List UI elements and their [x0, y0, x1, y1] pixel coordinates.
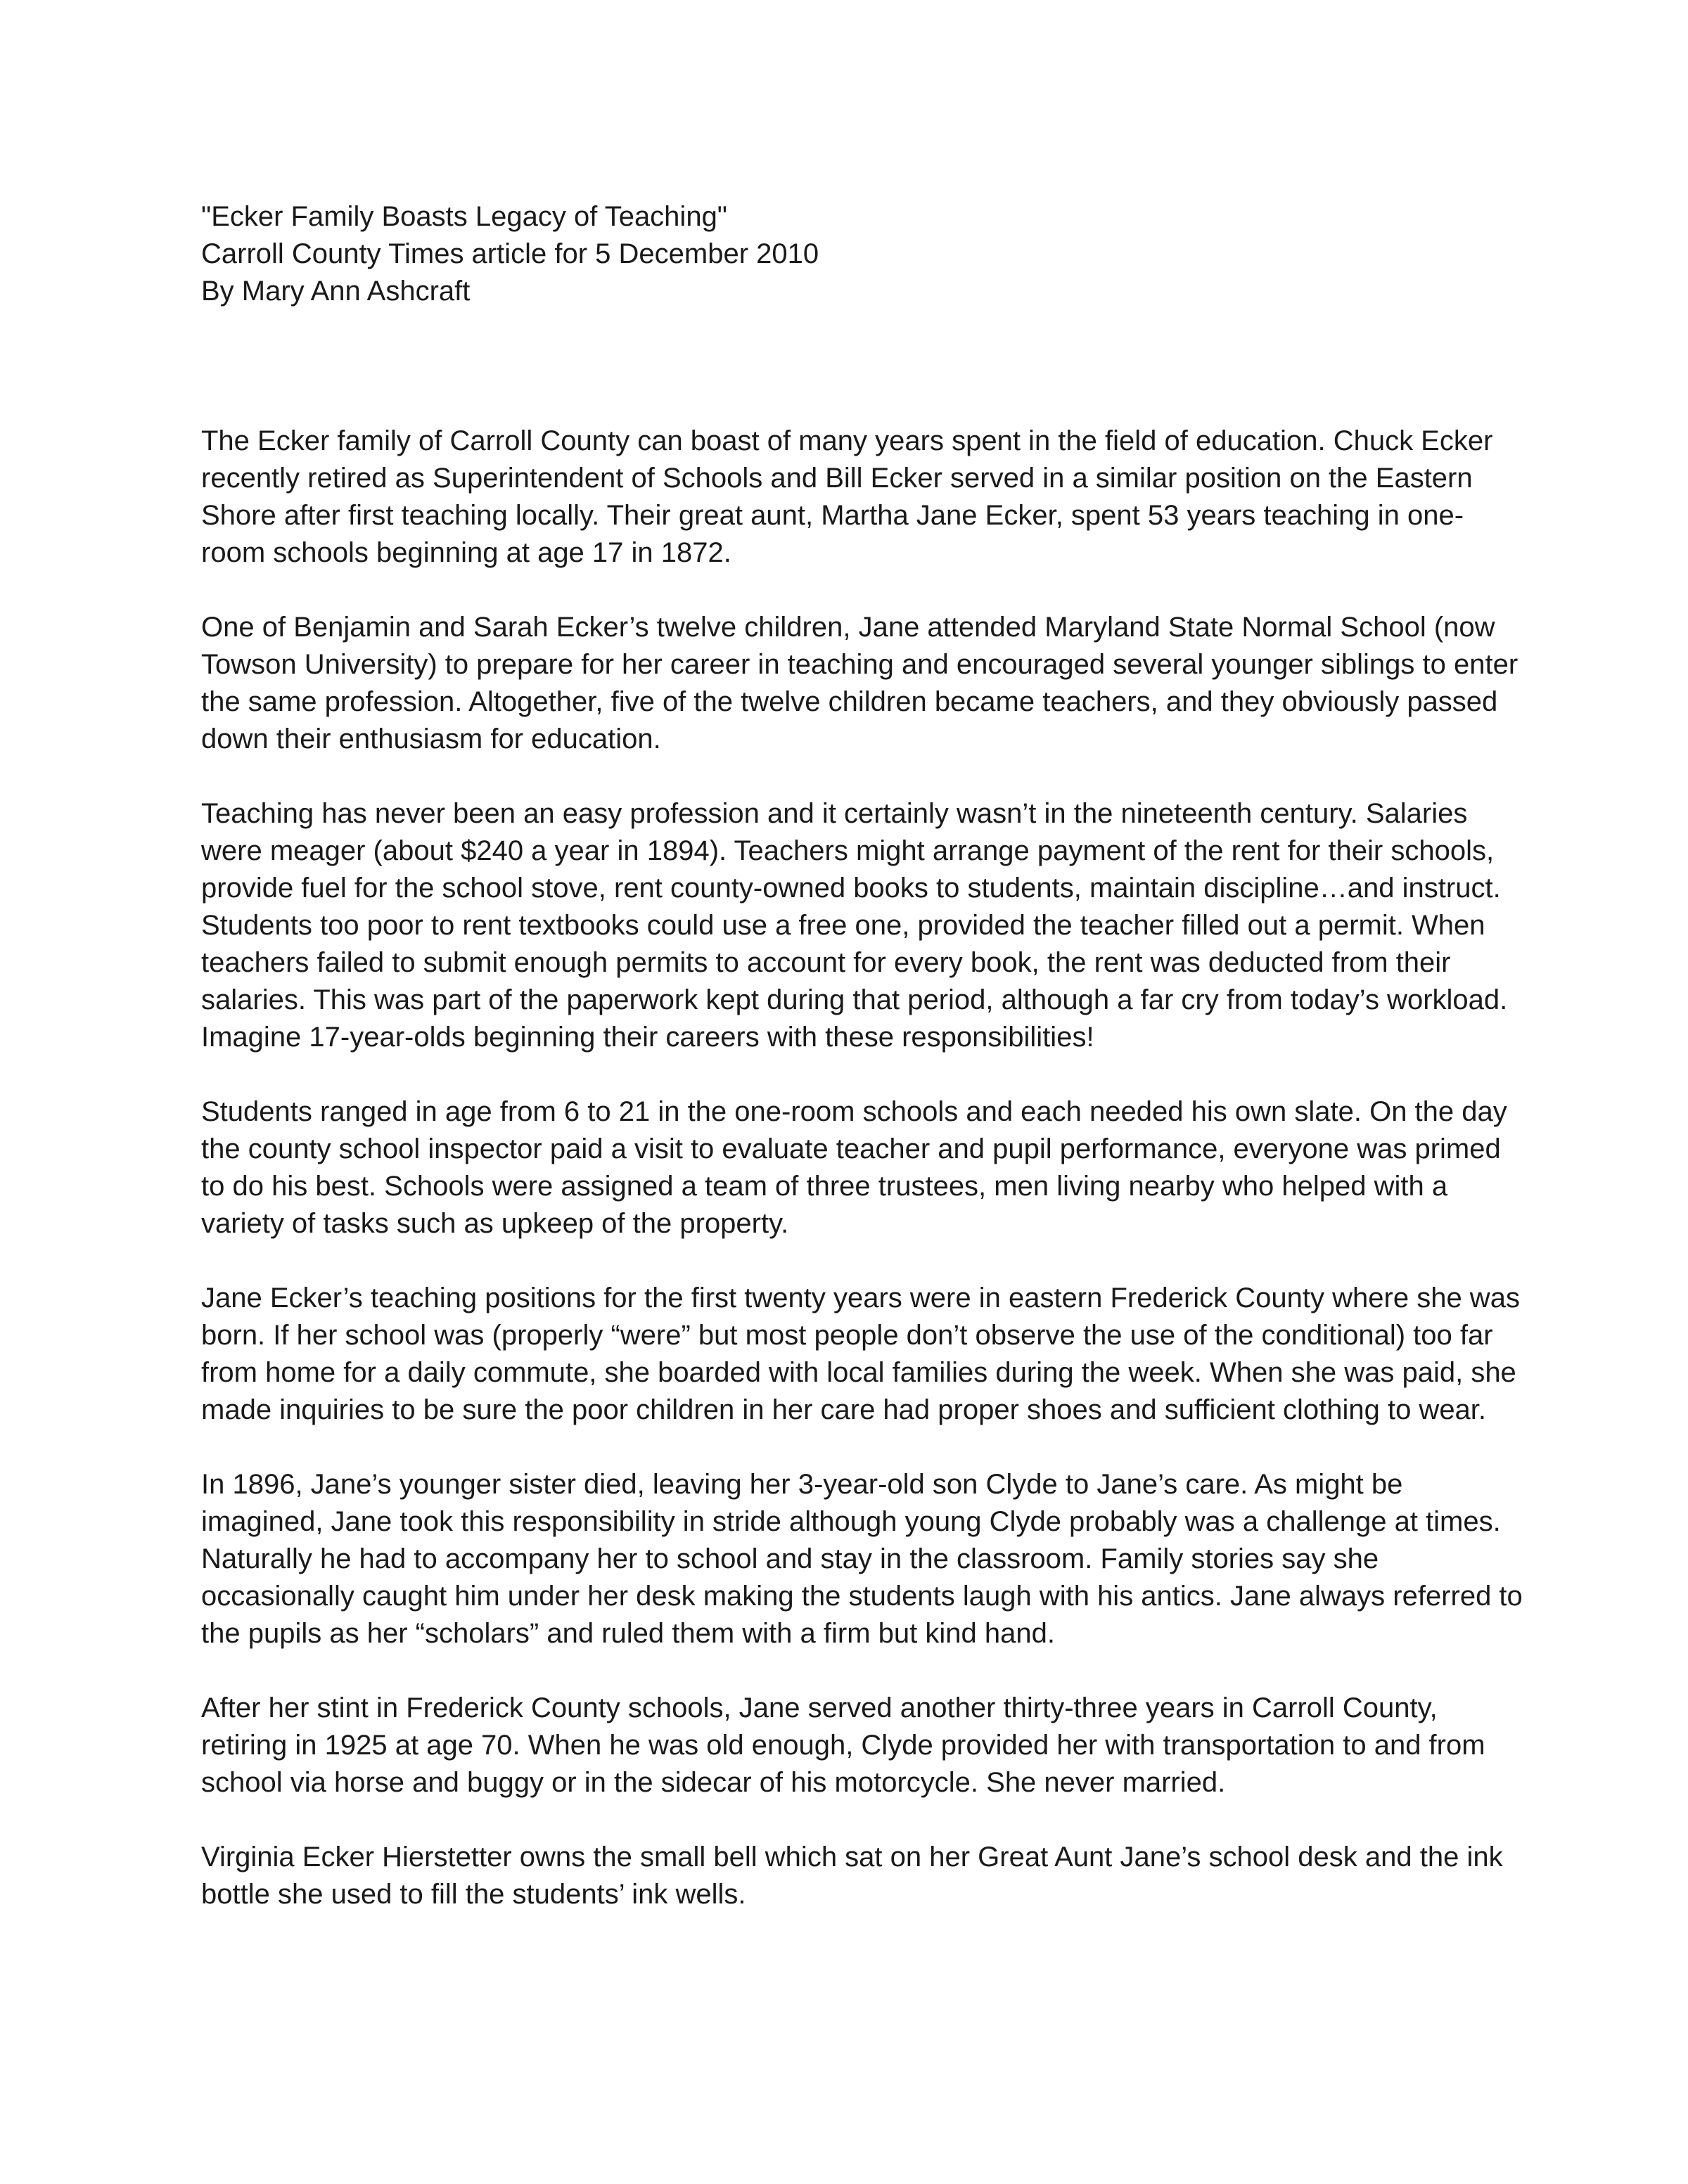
- article-body: [201, 198, 1523, 1913]
- paragraph: Students ranged in age from 6 to 21 in the one-room schools and each needed his own slate. On the day the county school inspector paid a visit to evaluate teacher and pupil performance, everyone was primed to do his best. Schools were assigned a team of three trustees, men living nearby who helped with a variety of tasks such as upkeep of the property.: [201, 1096, 1507, 1239]
- paragraph: In 1896, Jane’s younger sister died, leaving her 3-year-old son Clyde to Jane’s care. As might be imagined, Jane took this responsibility in stride although young Clyde probably was a challenge at times. Naturally he had to accompany her to school and stay in the classroom. Family stories say she occasionally caught him under her desk making the students laugh with his antics. Jane always referred to the pupils as her “scholars” and ruled them with a firm but kind hand.: [201, 1469, 1523, 1649]
- paragraph: After her stint in Frederick County schools, Jane served another thirty-three years in Carroll County, retiring in 1925 at age 70. When he was old enough, Clyde provided her with transportation to and from school via horse and buggy or in the sidecar of his motorcycle. She never married.: [201, 1692, 1485, 1798]
- paragraph: Teaching has never been an easy profession and it certainly wasn’t in the nineteenth century. Salaries were meager (about $240 a year in 1894). Teachers might arrange payment of the rent for their schools, provide fuel for the school stove, rent county-owned books to students, maintain discipline…and instruct. Students too poor to rent textbooks could use a free one, provided the teacher filled out a permit. When teachers failed to submit enough permits to account for every book, the rent was deducted from their salaries. This was part of the paperwork kept during that period, although a far cry from today’s workload. Imagine 17-year-olds beginning their careers with these responsibilities!: [201, 798, 1508, 1053]
- article-title: "Ecker Family Boasts Legacy of Teaching": [201, 201, 728, 232]
- article-byline: By Mary Ann Ashcraft: [201, 276, 471, 307]
- paragraph: One of Benjamin and Sarah Ecker’s twelve children, Jane attended Maryland State Normal School (now Towson University) to prepare for her career in teaching and encouraged several younger siblings to enter the same profession. Altogether, five of the twelve children became teachers, and they obviously passed down their enthusiasm for education.: [201, 612, 1518, 754]
- article-publication: Carroll County Times article for 5 December 2010: [201, 238, 819, 269]
- paragraph: Jane Ecker’s teaching positions for the first twenty years were in eastern Frederick County where she was born. If her school was (properly “were” but most people don’t observe the use of the conditional) too far from home for a daily commute, she boarded with local families during the week. When she was paid, she made inquiries to be sure the poor children in her care had proper shoes and sufficient clothing to wear.: [201, 1283, 1520, 1425]
- paragraph: Virginia Ecker Hierstetter owns the small bell which sat on her Great Aunt Jane’s school desk and the ink bottle she used to fill the students’ ink wells.: [201, 1842, 1503, 1910]
- paragraph: The Ecker family of Carroll County can boast of many years spent in the field of education. Chuck Ecker recently retired as Superintendent of Schools and Bill Ecker served in a similar position on the Eastern Shore after first teaching locally. Their great aunt, Martha Jane Ecker, spent 53 years teaching in one-room schools beginning at age 17 in 1872.: [201, 425, 1493, 568]
- article-header: [201, 198, 1523, 310]
